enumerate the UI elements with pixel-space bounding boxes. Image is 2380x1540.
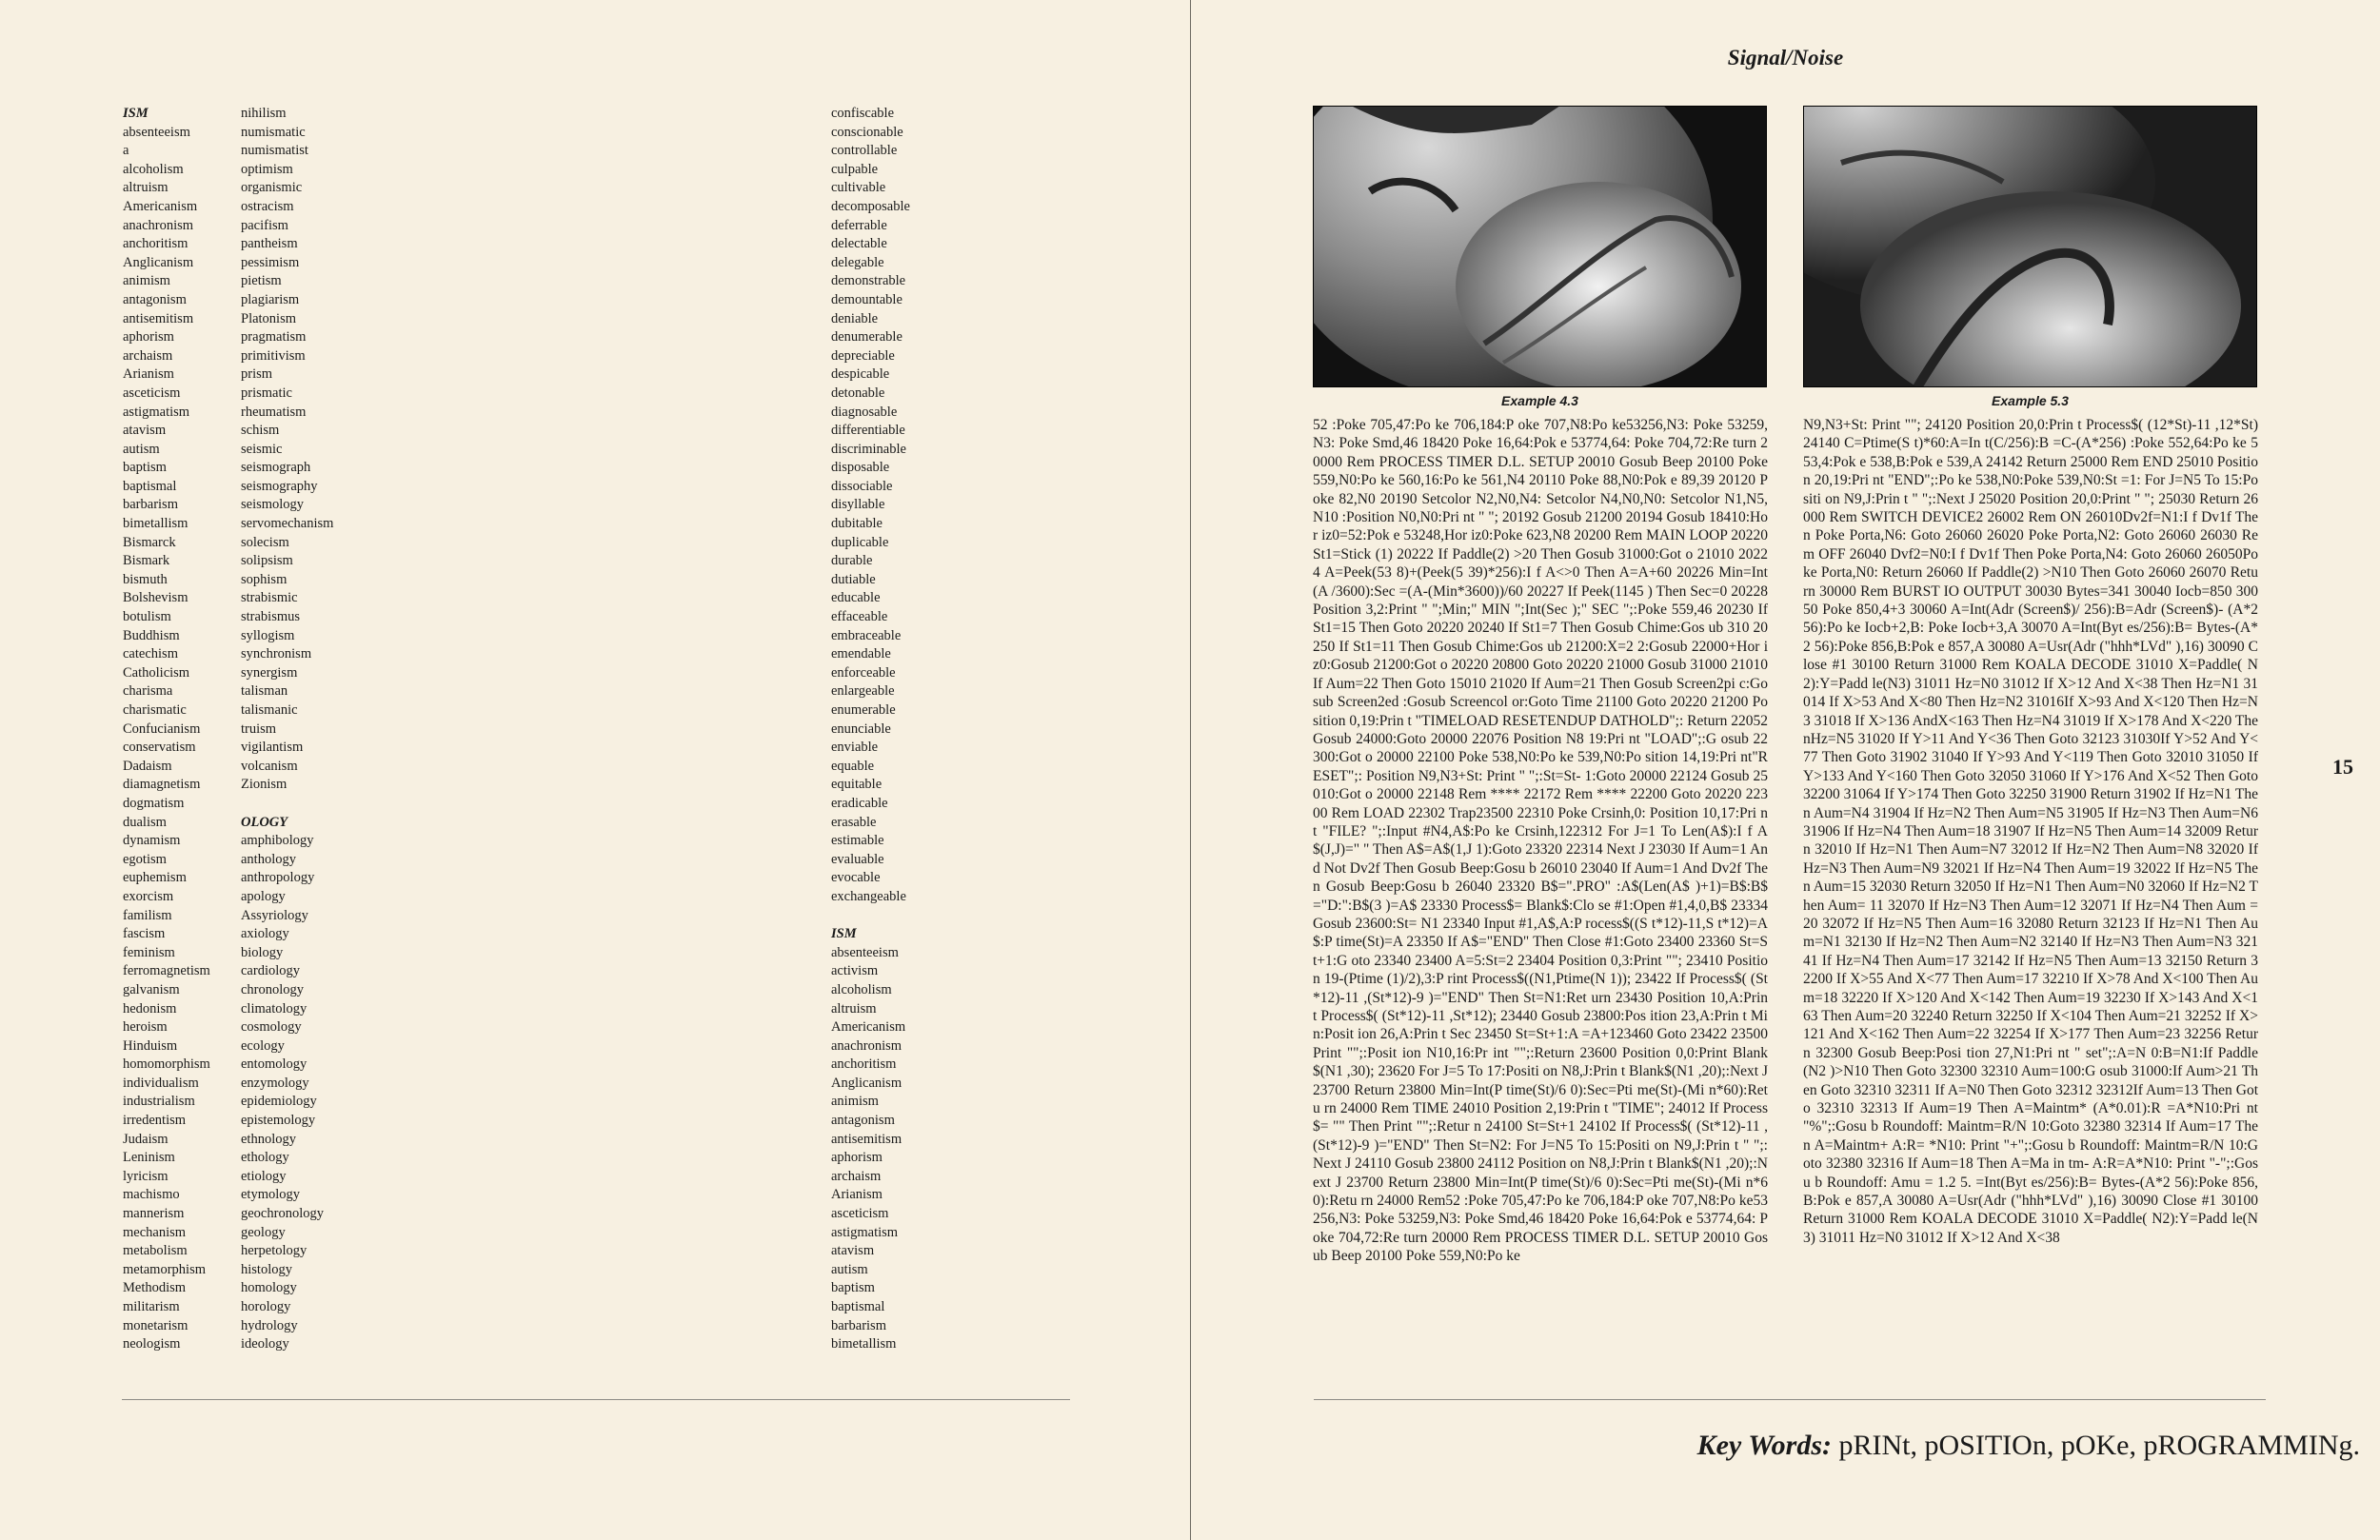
word-entry: mannerism — [123, 1206, 185, 1222]
word-entry: talismanic — [241, 702, 298, 718]
word-column-able-ism — [831, 105, 910, 1354]
word-entry: herpetology — [241, 1243, 307, 1259]
basic-listing-right: N9,N3+St: Print ""; 24120 Position 20,0:Prin t Process$( (12*St)-11 ,12*St) 24140 C=Ptime(S t)*60:A=In t(C/256):B =C-(A*256) :Poke 552,64:Po ke 553,4:Pok e 538,B:Pok e 539,A 24142 Return 25000 Rem END 25010 Position 20,19:Pri nt "END";:Po ke 538,N0:Poke 539,N0:St =1: For J=N5 To 15:Positi on N9,J:Prin t " ";:Next J 25020 Position 20,0:Print " "; 25030 Return 26000 Rem SWITCH DEVICE2 26002 Rem ON 26010Dv2f=N1:I f Dv1f Then Poke Porta,N6: Goto 26060 26020 Poke Porta,N2: Goto 26060 26030 Rem OFF 26040 Dvf2=N0:I f Dv1f Then Poke Porta,N4: Goto 26060 26050Poke Porta,N0: Return 26060 If Paddle(2) >N10 Then Goto 26060 26070 Return 30000 Rem BURST IO OUTPUT 30030 Bytes=341 30040 Iocb=850 30050 Poke 850,4+3 30060 A=Int(Adr (Screen$)/ 256):B=Adr (Screen$)- (A*256):Po ke Iocb+2,B: Poke Iocb+3,A 30070 A=Int(Byt es/256):B= Bytes-(A*2 56):Poke 856,B:Pok e 857,A 30080 A=Usr(Adr ("hhh*LVd" ),16) 30090 Close #1 30100 Return 31000 Rem KOALA DECODE 31010 X=Paddle( N2):Y=Padd le(N3) 31011 Hz=N0 31012 If X>12 And X<38 Then Hz=N1 31014 If X>53 And X<80 Then Hz=N2 31016If X>93 And X<120 Then Hz=N3 31018 If X>136 AndX<163 Then Hz=N4 31019 If X>178 And X<220 ThenHz=N5 31020 If Y>11 And Y<36 Then Goto 32123 31030If Y>52 And Y<77 Then Goto 31902 31040 If Y>93 And Y<119 Then Goto 32010 31050 If Y>133 And Y<160 Then Goto 32050 31060 If Y>176 And X<52 Then Goto 32200 31064 If Y>174 Then Goto 32250 31900 Return 31902 If Hz=N1 Then Aum=N4 31904 If Hz=N2 Then Aum=N5 31905 If Hz=N3 Then Aum=N6 31906 If Hz=N4 Then Aum=18 31907 If Hz=N5 Then Aum=14 32009 Return 32010 If Hz=N1 Then Aum=N7 32012 If Hz=N2 Then Aum=N8 32020 If Hz=N3 Then Aum=N9 32021 If Hz=N4 Then Aum=19 32022 If Hz=N5 Then Aum=15 32030 Return 32050 If Hz=N1 Then Aum=N0 32060 If Hz=N2 Then Aum= 11 32070 If Hz=N3 Then Aum=12 32071 If Hz=N4 Then Aum =20 32072 If Hz=N5 Then Aum=16 32080 Return 32123 If Hz=N1 Then Aum=N1 32130 If Hz=N2 Then Aum=N2 32140 If Hz=N3 Then Aum=N3 32141 If Hz=N4 Then Aum=17 32142 If Hz=N5 Then Aum=13 32150 Return 32200 If X>55 And X<77 Then Aum=17 32210 If X>78 And X<100 Then Aum=18 32220 If X>120 And X<142 Then Aum=19 32230 If X>143 And X<163 Then Aum=20 32240 Return 32250 If X<104 Then Aum=21 32252 If X>121 And X<162 Then Aum=22 32254 If X>177 Then Aum=23 32256 Return 32300 Gosub Beep:Posi tion 27,N1:Pri nt " set";:A=N 0:B=N1:If Paddle(N2 )>N10 Then Goto 32300 32310 Aum=100:G osub 31000:If Aum>21 Then Goto 32310 32311 If A=N0 Then Goto 32312 32312If Aum=13 Then Goto 32310 32313 If Aum=19 Then A=Maintm* (A*0.01):R =A*N10:Pri nt "%";:Gosu b Roundoff: Maintm=R/N 10:Goto 32380 32314 If Aum=17 Then A=Maintm+ A:R= *N10: Print "+";:Gosu b Roundoff: Maintm=R/N 10:Goto 32380 32316 If Aum=18 Then A=Ma in tm- A:R=A*N10: Print "-";:Gosu b Roundoff: Amu = 1.2 5. =Int(Byt es/256):B= Bytes-(A*2 56):Poke 856,B:Pok e 857,A 30080 A=Usr(Adr ("hhh*LVd" ),16) 30090 Close #1 30100 Return 31000 Rem KOALA DECODE 31010 X=Paddle( N2):Y=Padd le(N3) 31011 Hz=N0 31012 If X>12 And X<38 — [1803, 417, 2258, 1246]
word-entry: Arianism — [123, 366, 174, 383]
bottom-rule — [1314, 1399, 2266, 1400]
word-entry: ostracism — [241, 198, 294, 214]
word-entry: Methodism — [123, 1280, 187, 1296]
word-entry: antagonism — [123, 291, 187, 307]
word-entry: autism — [831, 1261, 868, 1277]
word-entry: dissociable — [831, 478, 893, 494]
word-entry: plagiarism — [241, 291, 300, 307]
word-entry: mechanism — [123, 1224, 187, 1240]
word-entry: culpable — [831, 161, 879, 177]
word-entry: baptismal — [123, 478, 177, 494]
word-entry: barbarism — [831, 1317, 886, 1333]
figure-caption: Example 5.3 — [1992, 393, 2069, 408]
word-entry: astigmatism — [123, 404, 190, 420]
word-entry: antisemitism — [123, 310, 194, 326]
word-entry: hydrology — [241, 1317, 298, 1333]
word-entry: biology — [241, 944, 284, 960]
word-entry: enzymology — [241, 1075, 309, 1091]
word-entry: charismatic — [123, 702, 187, 718]
word-entry: seismography — [241, 478, 318, 494]
word-entry: nihilism — [241, 106, 287, 121]
word-entry: enunciable — [831, 721, 891, 737]
word-entry: barbarism — [123, 497, 178, 513]
word-entry: anachronism — [123, 217, 194, 233]
word-column-ism-ology — [241, 105, 333, 1354]
word-entry: confiscable — [831, 106, 895, 121]
word-entry: anthropology — [241, 870, 315, 886]
word-entry: familism — [123, 907, 172, 923]
word-entry: denumerable — [831, 329, 902, 346]
word-entry: activism — [831, 963, 879, 979]
word-entry: aphorism — [123, 329, 174, 346]
word-entry: Judaism — [123, 1131, 169, 1147]
word-entry: euphemism — [123, 870, 187, 886]
word-list — [831, 105, 910, 907]
right-page — [1191, 0, 2380, 1540]
word-entry: individualism — [123, 1075, 199, 1091]
word-entry: vigilantism — [241, 740, 304, 756]
word-entry: effaceable — [831, 609, 888, 625]
word-entry: controllable — [831, 143, 898, 159]
word-entry: feminism — [123, 944, 175, 960]
word-entry: egotism — [123, 851, 167, 867]
word-entry: dynamism — [123, 833, 181, 849]
word-entry: truism — [241, 721, 277, 737]
word-list — [241, 832, 333, 1354]
word-entry: enviable — [831, 740, 879, 756]
word-entry: conservatism — [123, 740, 196, 756]
word-entry: Catholicism — [123, 664, 190, 681]
word-entry: Bismark — [123, 553, 170, 569]
word-entry: hedonism — [123, 1000, 177, 1017]
word-entry: etymology — [241, 1187, 301, 1203]
word-entry: anachronism — [831, 1037, 902, 1054]
word-entry: Hinduism — [123, 1037, 178, 1054]
word-entry: baptism — [831, 1280, 875, 1296]
word-entry: animism — [831, 1094, 879, 1110]
word-entry: delegable — [831, 254, 884, 270]
word-entry: geochronology — [241, 1206, 324, 1222]
word-entry: diagnosable — [831, 404, 898, 420]
word-entry: heroism — [123, 1019, 168, 1036]
word-entry: astigmatism — [831, 1224, 899, 1240]
word-entry: synergism — [241, 664, 298, 681]
word-entry: bismuth — [123, 571, 168, 587]
word-entry: seismograph — [241, 460, 311, 476]
word-entry: pragmatism — [241, 329, 307, 346]
photo-hand-on-face-closeup — [1803, 106, 2257, 387]
word-entry: discriminable — [831, 441, 906, 457]
word-column-ism — [123, 105, 210, 1354]
word-entry: atavism — [831, 1243, 875, 1259]
word-entry: depreciable — [831, 347, 895, 364]
word-entry: emendable — [831, 646, 891, 662]
word-entry: sophism — [241, 571, 288, 587]
word-entry: solipsism — [241, 553, 293, 569]
basic-listing-left: 52 :Poke 705,47:Po ke 706,184:P oke 707,N8:Po ke53256,N3: Poke 53259,N3: Poke Smd,46 18420 Poke 16,64:Pok e 53774,64: Poke 704,72:Re turn 20000 Rem PROCESS TIMER D.L. SETUP 20010 Gosub Beep 20100 Poke 559,N0:Po ke 560,16:Po ke 561,N4 20110 Poke 88,N0:Pok e 89,39 20120 Poke 82,N0 20190 Setcolor N2,N0,N4: Setcolor N4,N0,N0: Setcolor N1,N5,N10 :Position N0,N0:Pri nt " "; 20192 Gosub 21200 20194 Gosub 18410:Hor iz0=52:Pok e 53248,Hor iz0:Poke 623,N8 20200 Rem MAIN LOOP 20220 St1=Stick (1) 20222 If Paddle(2) >20 Then Gosub 31000:Got o 21010 20224 A=Peek(53 8)+(Peek(5 39)*256):I f A<>0 Then A=A+60 20226 Min=Int(A /3600):Sec =(A-(Min*3600))/60 20227 If Peek(1145 ) Then Sec=0 20228 Position 3,2:Print " ";Min;" MIN ";Int(Sec );" SEC ";:Poke 559,46 20230 If St1=15 Then Goto 20220 20240 If St1=7 Then Gosub Chime:Gos ub 310 20250 If St1=11 Then Gosub Chime:Gos ub 21200:X=2 2:Gosub 22000+Hor iz0:Gosub 21200:Got o 20220 20800 Goto 20220 21000 Gosub 31000 21010 If Aum=22 Then Goto 15010 21020 If Aum=21 Then Gosub Screen2pi c:Gosub Screen2ed :Gosub Screencol or:Goto Time 21100 Goto 20220 21200 Position 0,19:Prin t "TIMELOAD RESETENDUP DATHOLD";: Return 22052 Gosub 24000:Goto 20000 22076 Position N8 19:Pri nt "LOAD";:G osub 22300:Got o 20000 22100 Poke 538,N0:Po ke 539,N0:Po sition 14,19:Pri nt"RESET";: Position N9,N3+St: Print " ";:St=St- 1:Goto 20000 22124 Gosub 25010:Got o 20000 22148 Rem **** 22172 Rem **** 22200 Goto 20220 22300 Rem LOAD 22302 Trap23500 22310 Poke Crsinh,0: Position 10,17:Pri nt "FILE? ";:Input #N4,A$:Po ke Crsinh,122312 For J=1 To Len(A$):I f A$(J,J)=" " Then A$=A$(1,J 1):Goto 23320 22314 Next J 23030 If Aum=1 And Not Dv2f Then Gosub Beep:Gosu b 26010 23040 If Aum=1 And Dv2f Then Gosub Beep:Gosu b 26040 23320 B$=".PRO" :A$(Len(A$ )+1)=B$:B$ ="D:":B$(3 )=A$ 23330 Process$= Blank$:Clo se #1:Open #1,4,0,B$ 23334 Gosub 23600:St= N1 23340 Input #1,A$,A:P rocess$((S t*12)-11,S t*12)=A$:P time(St)=A 23350 If A$="END" Then Close #1:Goto 23400 23360 St=St+1:G oto 23340 23400 A=5:St=2 23404 Position 0,3:Print ""; 23410 Position 19-(Ptime (1)/2),3:P rint Process$((N1,Ptime(N 1)); 23422 If Process$( (St*12)-11 ,(St*12)-9 )="END" Then St=N1:Ret urn 23430 Position 10,A:Prin t Process$( (St*12)-11 ,St*12); 23440 Gosub 23800:Pos ition 23,A:Prin t Min:Posit ion 26,A:Prin t Sec 23450 St=St+1:A =A+123460 Goto 23422 23500 Print "";:Posit ion N10,16:Pr int "";:Return 23600 Position 0,0:Print Blank$(N1 ,30); 23620 For J=5 To 17:Positi on N8,J:Prin t Blank$(N1 ,20);:Next J 23700 Return 23800 Min=Int(P time(St)/6 0):Sec=Pti me(St)-(Mi n*60):Retu rn 24000 Rem TIME 24010 Position 2,19:Prin t "TIME"; 24012 If Process$= "" Then Print "";:Retur n 24100 St=St+1 24102 If Process$( (St*12)-11 ,(St*12)-9 )="END" Then St=N2: For J=N5 To 15:Positi on N9,J:Prin t " ";:Next J 24110 Gosub 23800 24112 Position on N8,J:Prin t Blank$(N1 ,20);:Next J 23700 Return 23800 Min=Int(P time(St)/6 0):Sec=Pti me(St)-(Mi n*60):Retu rn 24000 Rem52 :Poke 705,47:Po ke 706,184:P oke 707,N8:Po ke53256,N3: Poke 53259,N3: Poke Smd,46 18420 Poke 16,64:Pok e 53774,64: Poke 704,72:Re turn 20000 Rem PROCESS TIMER D.L. SETUP 20010 Gosub Beep 20100 Poke 559,N0:Po ke — [1313, 417, 1768, 1265]
word-entry: schism — [241, 423, 280, 439]
word-entry: ethnology — [241, 1131, 296, 1147]
word-entry: asceticism — [123, 385, 181, 401]
word-entry: deferrable — [831, 217, 887, 233]
word-entry: homomorphism — [123, 1056, 210, 1073]
word-entry: apology — [241, 888, 286, 904]
word-entry: organismic — [241, 180, 303, 196]
key-words-label: Key Words: — [1696, 1430, 1832, 1461]
word-entry: absenteeism — [831, 944, 899, 960]
word-entry: climatology — [241, 1000, 307, 1017]
word-entry: lyricism — [123, 1168, 169, 1184]
word-entry: rheumatism — [241, 404, 307, 420]
word-entry: pietism — [241, 273, 282, 289]
word-entry: Dadaism — [123, 758, 172, 774]
word-entry: altruism — [123, 180, 169, 196]
word-entry: ferromagnetism — [123, 963, 210, 979]
word-entry: pantheism — [241, 236, 298, 252]
word-entry: animism — [123, 273, 170, 289]
word-entry: duplicable — [831, 534, 889, 550]
column-heading-ology: OLOGY — [241, 814, 288, 830]
word-entry: chronology — [241, 981, 305, 997]
figure-caption: Example 4.3 — [1501, 393, 1578, 408]
word-entry: Arianism — [831, 1187, 883, 1203]
word-entry: Americanism — [123, 198, 198, 214]
word-entry: cardiology — [241, 963, 301, 979]
word-entry: alcoholism — [123, 161, 184, 177]
word-entry: optimism — [241, 161, 293, 177]
word-entry: exorcism — [123, 888, 174, 904]
word-entry: neologism — [123, 1336, 181, 1352]
word-entry: solecism — [241, 534, 289, 550]
word-entry: Assyriology — [241, 907, 308, 923]
word-entry: altruism — [831, 1000, 877, 1017]
page-number: 15 — [2332, 755, 2353, 779]
word-entry: Bolshevism — [123, 590, 188, 606]
word-entry: educable — [831, 590, 881, 606]
word-entry: botulism — [123, 609, 171, 625]
word-entry: syllogism — [241, 627, 295, 643]
figure-example-4-3 — [1313, 106, 1767, 408]
word-entry: irredentism — [123, 1113, 187, 1129]
word-entry: Platonism — [241, 310, 297, 326]
word-entry: prismatic — [241, 385, 292, 401]
word-entry: volcanism — [241, 758, 298, 774]
word-entry: disposable — [831, 460, 890, 476]
word-entry: demountable — [831, 291, 902, 307]
word-entry: militarism — [123, 1299, 180, 1314]
word-entry: seismic — [241, 441, 283, 457]
word-entry: disyllable — [831, 497, 885, 513]
running-head: Signal/Noise — [1727, 46, 1844, 69]
word-entry: dogmatism — [123, 795, 185, 811]
word-entry: Americanism — [831, 1019, 906, 1036]
word-entry: etiology — [241, 1168, 287, 1184]
key-words-text: pRINt, pOSITIOn, pOKe, pROGRAMMINg. — [1838, 1430, 2360, 1461]
word-entry: pessimism — [241, 254, 300, 270]
word-entry: fascism — [123, 926, 166, 942]
word-entry: numismatic — [241, 124, 306, 140]
word-entry: anthology — [241, 851, 296, 867]
word-entry: monetarism — [123, 1317, 188, 1333]
word-entry: durable — [831, 553, 873, 569]
word-entry: diamagnetism — [123, 777, 201, 793]
word-entry: conscionable — [831, 124, 903, 140]
word-entry: delectable — [831, 236, 887, 252]
word-entry: Anglicanism — [123, 254, 194, 270]
word-entry: archaism — [831, 1168, 882, 1184]
word-entry: evocable — [831, 870, 881, 886]
column-heading-ism: ISM — [831, 926, 857, 942]
word-entry: primitivism — [241, 347, 306, 364]
word-list — [123, 124, 210, 1354]
word-entry: aphorism — [831, 1150, 883, 1166]
word-entry: seismology — [241, 497, 305, 513]
word-entry: anchoritism — [831, 1056, 897, 1073]
word-entry: Anglicanism — [831, 1075, 902, 1091]
word-entry: ideology — [241, 1336, 289, 1352]
word-entry: geology — [241, 1224, 286, 1240]
word-entry: estimable — [831, 833, 884, 849]
word-entry: Zionism — [241, 777, 288, 793]
word-entry: numismatist — [241, 143, 308, 159]
word-entry: decomposable — [831, 198, 910, 214]
word-entry: cosmology — [241, 1019, 302, 1036]
word-entry: strabismic — [241, 590, 298, 606]
word-entry: ethology — [241, 1150, 289, 1166]
word-entry: erasable — [831, 814, 877, 830]
figure-example-5-3 — [1803, 106, 2257, 408]
word-entry: alcoholism — [831, 981, 892, 997]
word-entry: synchronism — [241, 646, 312, 662]
word-entry: machismo — [123, 1187, 180, 1203]
word-entry: strabismus — [241, 609, 301, 625]
word-entry: pacifism — [241, 217, 288, 233]
word-entry: histology — [241, 1261, 292, 1277]
word-entry: galvanism — [123, 981, 180, 997]
photo-hand-on-face — [1313, 106, 1767, 387]
word-list — [241, 105, 333, 795]
word-entry: archaism — [123, 347, 173, 364]
word-entry: Bismarck — [123, 534, 176, 550]
word-entry: enlargeable — [831, 683, 895, 700]
word-entry: exchangeable — [831, 888, 906, 904]
word-entry: epistemology — [241, 1113, 316, 1129]
bottom-rule — [122, 1399, 1070, 1400]
word-entry: prism — [241, 366, 273, 383]
word-entry: detonable — [831, 385, 885, 401]
word-entry: evaluable — [831, 851, 884, 867]
word-entry: baptism — [123, 460, 167, 476]
word-entry: autism — [123, 441, 160, 457]
word-entry: entomology — [241, 1056, 307, 1073]
word-entry: industrialism — [123, 1094, 195, 1110]
word-entry: equable — [831, 758, 875, 774]
word-entry: talisman — [241, 683, 288, 700]
word-entry: dualism — [123, 814, 167, 830]
word-entry: differentiable — [831, 423, 905, 439]
word-entry: cultivable — [831, 180, 886, 196]
word-entry: antisemitism — [831, 1131, 902, 1147]
word-entry: a — [123, 143, 129, 159]
word-entry: antagonism — [831, 1113, 895, 1129]
word-entry: despicable — [831, 366, 890, 383]
word-entry: homology — [241, 1280, 297, 1296]
word-entry: enumerable — [831, 702, 896, 718]
word-entry: metabolism — [123, 1243, 188, 1259]
word-entry: amphibology — [241, 833, 314, 849]
word-entry: dubitable — [831, 516, 883, 532]
word-entry: Leninism — [123, 1150, 175, 1166]
word-entry: Confucianism — [123, 721, 201, 737]
word-entry: servomechanism — [241, 516, 334, 532]
word-list — [831, 944, 910, 1354]
word-entry: baptismal — [831, 1299, 885, 1314]
word-entry: metamorphism — [123, 1261, 206, 1277]
word-entry: asceticism — [831, 1206, 889, 1222]
column-heading-ism: ISM — [123, 106, 149, 121]
word-entry: atavism — [123, 423, 167, 439]
word-entry: epidemiology — [241, 1094, 317, 1110]
word-entry: charisma — [123, 683, 173, 700]
word-entry: ecology — [241, 1037, 285, 1054]
word-entry: equitable — [831, 777, 883, 793]
word-entry: axiology — [241, 926, 289, 942]
word-entry: absenteeism — [123, 124, 190, 140]
word-entry: enforceable — [831, 664, 896, 681]
word-entry: eradicable — [831, 795, 888, 811]
word-entry: anchoritism — [123, 236, 188, 252]
key-words-line — [1697, 1430, 2360, 1462]
word-entry: catechism — [123, 646, 178, 662]
word-entry: embraceable — [831, 627, 902, 643]
word-entry: demonstrable — [831, 273, 906, 289]
word-entry: bimetallism — [831, 1336, 897, 1352]
word-entry: deniable — [831, 310, 879, 326]
word-entry: horology — [241, 1299, 291, 1314]
word-entry: Buddhism — [123, 627, 180, 643]
word-entry: bimetallism — [123, 516, 188, 532]
word-entry: dutiable — [831, 571, 876, 587]
